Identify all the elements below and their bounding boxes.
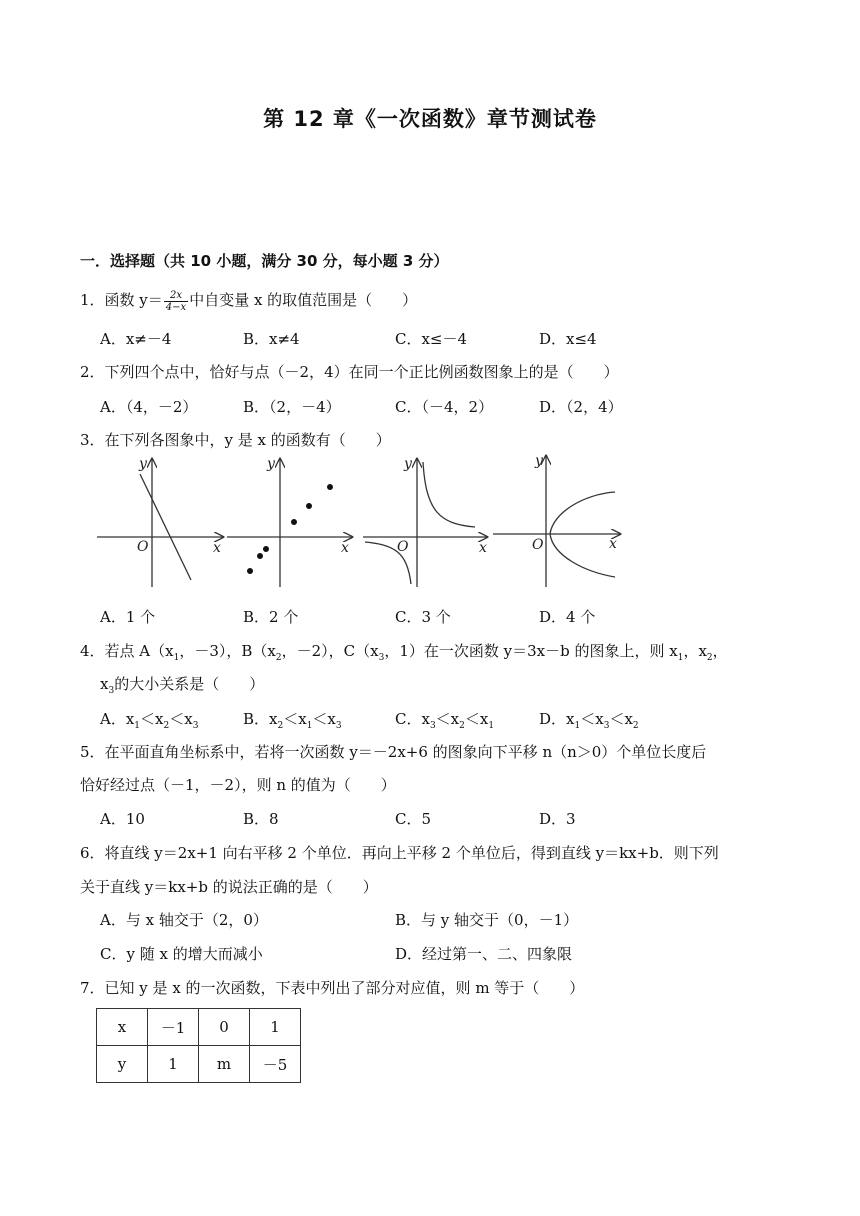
question-4-line-2: $x_3$的大小关系是（ ） [100, 675, 265, 696]
q5-option-c: C．5 [395, 810, 432, 828]
graph-1-y-label: y [139, 456, 147, 472]
table-cell: －5 [250, 1046, 301, 1083]
q2-option-b: B．（2，－4） [243, 398, 341, 416]
graph-3-x-label: x [479, 540, 487, 556]
q6-option-c: C．y 随 x 的增大而减小 [100, 945, 263, 963]
q1-suffix: 中自变量 x 的取值范围是（ ） [189, 291, 418, 309]
question-6-line-2: 关于直线 y＝kx+b 的说法正确的是（ ） [80, 878, 378, 896]
graph-4-origin: O [532, 537, 544, 553]
table-cell: －1 [148, 1009, 199, 1046]
q2-option-c: C．（－4，2） [395, 398, 494, 416]
graph-4-x-label: x [609, 536, 617, 552]
table-cell: m [199, 1046, 250, 1083]
q4-option-b: B．$x_2<x_1<x_3$ [243, 710, 342, 731]
q4-option-a: A．$x_1<x_2<x_3$ [100, 710, 199, 731]
q1-prefix: 1．函数 y＝ [80, 291, 163, 309]
graph-1-origin: O [137, 539, 149, 555]
table-cell: 1 [148, 1046, 199, 1083]
q3-option-d: D．4 个 [539, 608, 596, 626]
q1-option-c: C．x≤－4 [395, 330, 468, 348]
graph-1-x-label: x [213, 540, 221, 556]
q3-option-c: C．3 个 [395, 608, 451, 626]
table-cell: y [97, 1046, 148, 1083]
graph-1-line [97, 459, 223, 587]
q3-option-b: B．2 个 [243, 608, 299, 626]
graph-4-y-label: y [535, 453, 543, 469]
value-table [96, 1008, 301, 1083]
graph-4-parabola [493, 456, 620, 587]
q5-option-d: D．3 [539, 810, 576, 828]
question-1 [80, 289, 417, 313]
graph-2-x-label: x [341, 540, 349, 556]
q4-option-d: D．$x_1<x_3<x_2$ [539, 710, 639, 731]
table-cell: 0 [199, 1009, 250, 1046]
graph-3-origin: O [397, 539, 409, 555]
q1-option-a: A．x≠－4 [100, 330, 172, 348]
question-5-line-2: 恰好经过点（－1，－2），则 n 的值为（ ） [80, 776, 396, 794]
question-2: 2．下列四个点中，恰好与点（－2，4）在同一个正比例函数图象上的是（ ） [80, 363, 619, 381]
q5-option-a: A．10 [100, 810, 145, 828]
q2-option-a: A．（4，－2） [100, 398, 198, 416]
q6-option-b: B．与 y 轴交于（0，－1） [395, 911, 579, 929]
graph-3-hyperbola [363, 459, 487, 587]
q2-option-d: D．（2，4） [539, 398, 623, 416]
q5-option-b: B．8 [243, 810, 279, 828]
q3-option-a: A．1 个 [100, 608, 156, 626]
page-title: 第 12 章《一次函数》章节测试卷 [263, 107, 597, 131]
q1-fraction: $\frac{2x}{4-x}$ [165, 289, 187, 313]
question-4-line-1: 4．若点 $A(x_1$，－3），$B(x_2$，－2），$C(x_3$，1）在一次函数 y＝3x－b 的图象上，则 $x_1$，$x_2$， [80, 642, 728, 663]
table-cell: 1 [250, 1009, 301, 1046]
graph-2-y-label: y [267, 456, 275, 472]
table-cell: x [97, 1009, 148, 1046]
section-heading: 一．选择题（共 10 小题，满分 30 分，每小题 3 分） [80, 252, 449, 270]
question-3: 3．在下列各图象中，y 是 x 的函数有（ ） [80, 431, 391, 449]
graph-3-y-label: y [404, 456, 412, 472]
table-row [97, 1009, 301, 1046]
question-5-line-1: 5．在平面直角坐标系中，若将一次函数 y＝－2x+6 的图象向下平移 n（n＞0）个单位长度后 [80, 743, 707, 761]
table-row [97, 1046, 301, 1083]
q6-option-a: A．与 x 轴交于（2，0） [100, 911, 268, 929]
q6-option-d: D．经过第一、二、四象限 [395, 945, 573, 963]
question-6-line-1: 6．将直线 y＝2x+1 向右平移 2 个单位．再向上平移 2 个单位后，得到直线 y＝kx+b．则下列 [80, 844, 719, 862]
q1-option-b: B．x≠4 [243, 330, 300, 348]
function-graphs [95, 452, 625, 592]
graph-2-points [227, 459, 352, 587]
graph-2-dots [247, 484, 333, 574]
q4-option-c: C．$x_3<x_2<x_1$ [395, 710, 495, 731]
q1-option-d: D．x≤4 [539, 330, 597, 348]
question-7: 7．已知 y 是 x 的一次函数，下表中列出了部分对应值，则 m 等于（ ） [80, 979, 585, 997]
